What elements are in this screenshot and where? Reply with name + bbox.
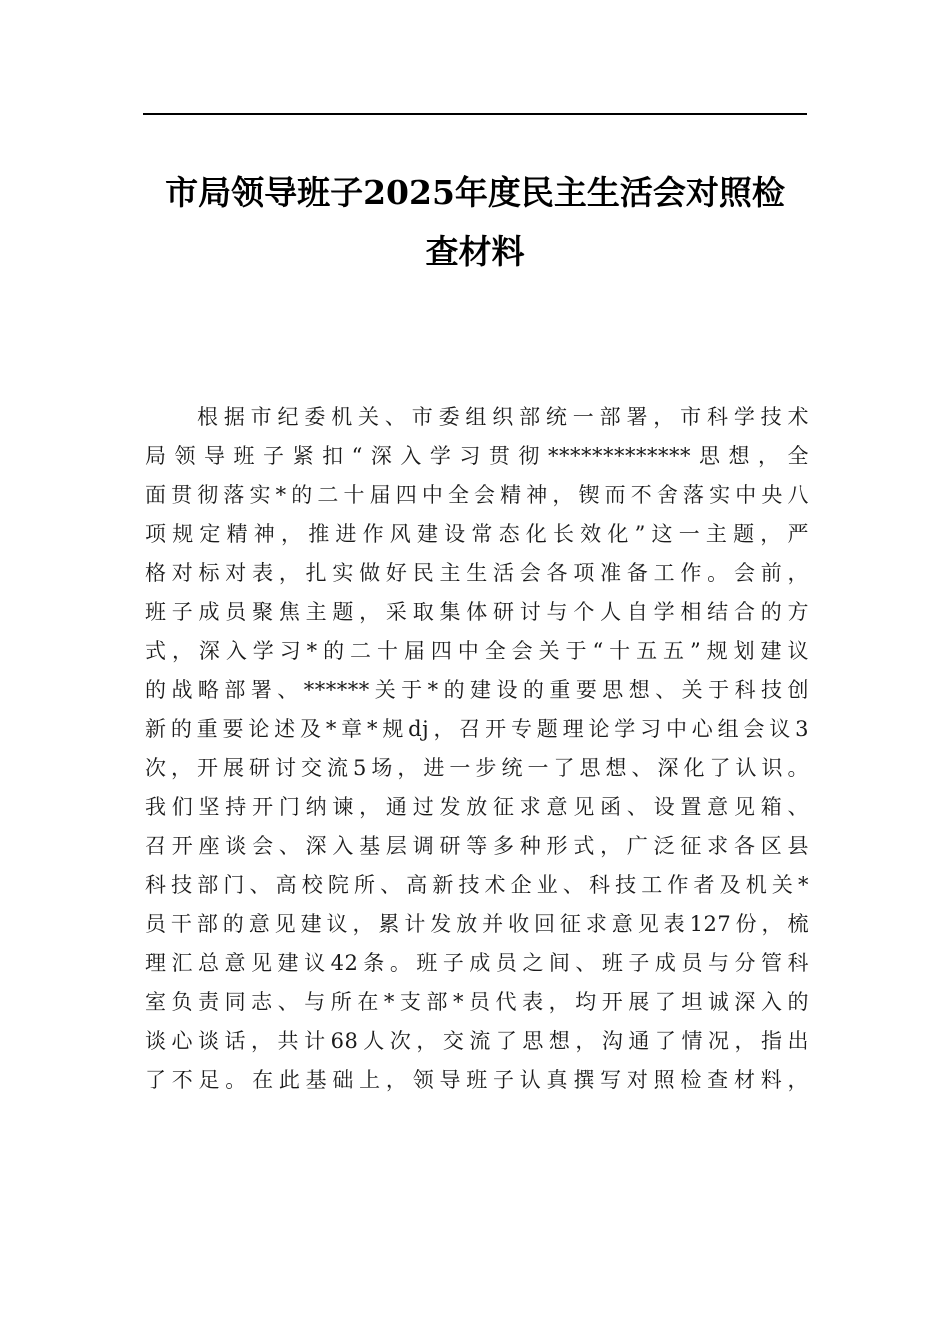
document-title-line: 市局领导班子2025年度民主生活会对照检: [165, 173, 785, 212]
body-line: 面贯彻落实*的二十届四中全会精神，锲而不舍落实中央八: [145, 483, 809, 507]
body-line: 科技部门、高校院所、高新技术企业、科技工作者及机关*: [145, 873, 809, 897]
body-line: 了不足。在此基础上，领导班子认真撰写对照检查材料，: [145, 1068, 809, 1092]
body-line: 的战略部署、******关于*的建设的重要思想、关于科技创: [145, 678, 809, 702]
header-rule: [143, 113, 807, 115]
body-line: 理汇总意见建议42条。班子成员之间、班子成员与分管科: [145, 951, 809, 975]
document-title-line: 查材料: [425, 232, 525, 271]
body-line: 局领导班子紧扣“深入学习贯彻*************思想，全: [145, 444, 809, 468]
body-line: 项规定精神，推进作风建设常态化长效化”这一主题，严: [145, 522, 809, 546]
body-line: 谈心谈话，共计68人次，交流了思想，沟通了情况，指出: [145, 1029, 809, 1053]
body-line: 召开座谈会、深入基层调研等多种形式，广泛征求各区县: [145, 834, 809, 858]
body-line: 根据市纪委机关、市委组织部统一部署，市科学技术: [197, 405, 809, 429]
document-body: [145, 398, 809, 1100]
document-title: [143, 163, 807, 281]
body-line: 新的重要论述及*章*规dj，召开专题理论学习中心组会议3: [145, 717, 809, 741]
body-line: 班子成员聚焦主题，采取集体研讨与个人自学相结合的方: [145, 600, 809, 624]
body-line: 格对标对表，扎实做好民主生活会各项准备工作。会前，: [145, 561, 809, 585]
body-line: 我们坚持开门纳谏，通过发放征求意见函、设置意见箱、: [145, 795, 809, 819]
body-line: 室负责同志、与所在*支部*员代表，均开展了坦诚深入的: [145, 990, 809, 1014]
body-line: 式，深入学习*的二十届四中全会关于“十五五”规划建议: [145, 639, 809, 663]
body-line: 员干部的意见建议，累计发放并收回征求意见表127份，梳: [145, 912, 809, 936]
body-line: 次，开展研讨交流5场，进一步统一了思想、深化了认识。: [145, 756, 809, 780]
